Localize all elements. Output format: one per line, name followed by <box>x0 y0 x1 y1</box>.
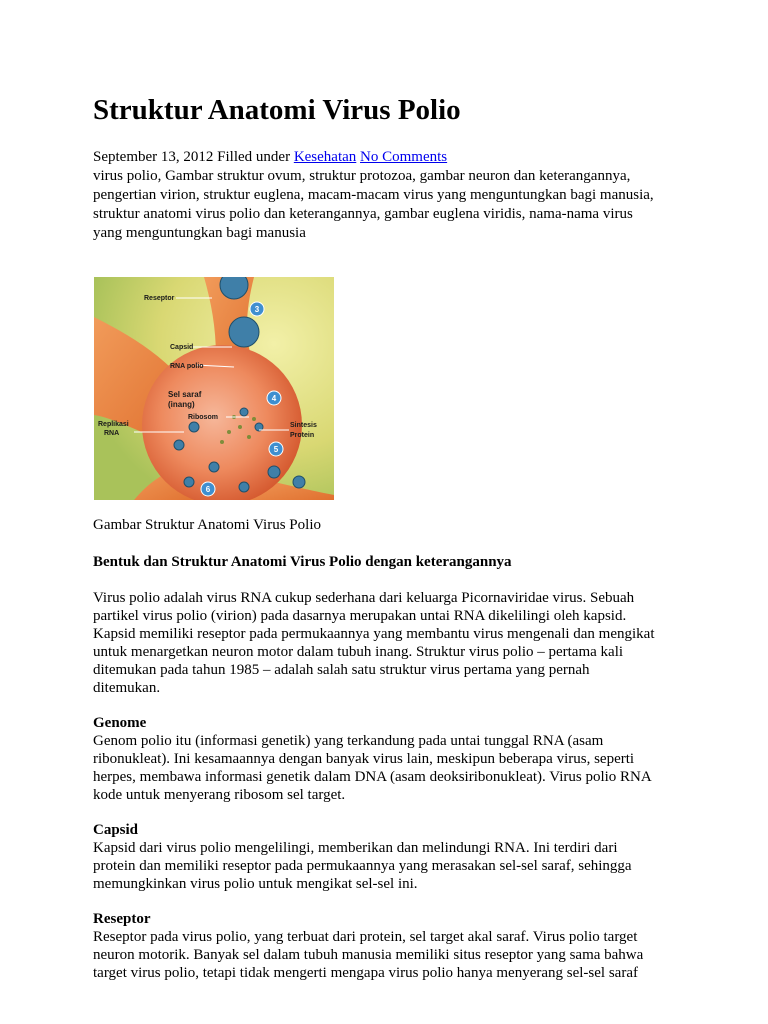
label-sel-saraf: Sel saraf <box>168 390 202 399</box>
capsid-line: Kapsid dari virus polio mengelilingi, memberikan dan melindungi RNA. Ini terdiri dari <box>93 840 618 856</box>
label-ribosom: Ribosom <box>188 414 218 421</box>
post-meta <box>93 148 447 167</box>
capsid-heading: Capsid <box>93 822 139 838</box>
step-4: 4 <box>271 394 277 403</box>
genome-line: kode untuk menyerang ribosom sel target. <box>93 787 346 803</box>
polio-structure-figure <box>94 277 334 500</box>
receptor-line: Reseptor pada virus polio, yang terbuat dari protein, sel target akal saraf. Virus polio target <box>93 929 638 945</box>
label-inang: (inang) <box>168 400 195 409</box>
genome-line: Genom polio itu (informasi genetik) yang terkandung pada untai tunggal RNA (asam <box>93 733 604 749</box>
intro-paragraph <box>93 589 683 697</box>
genome-line: ribonukleat). Ini kesamaannya dengan banyak virus lain, meskipun beberapa virus, seperti <box>93 751 635 767</box>
receptor-line: target virus polio, tetapi tidak mengerti mengapa virus polio hanya menyerang sel-sel saraf <box>93 965 638 981</box>
figure-caption: Gambar Struktur Anatomi Virus Polio <box>93 517 321 533</box>
step-6: 6 <box>205 485 211 494</box>
capsid-line: protein dan memiliki reseptor pada permukaannya yang merasakan sel-sel saraf, sehingga <box>93 858 632 874</box>
step-5: 5 <box>273 445 279 454</box>
intro-line: Virus polio adalah virus RNA cukup sederhana dari keluarga Picornaviridae virus. Sebuah <box>93 590 635 606</box>
intro-line: untuk menargetkan neuron motor dalam tubuh inang. Struktur virus polio – pertama kali <box>93 644 624 660</box>
label-protein: Protein <box>290 432 315 439</box>
receptor-heading: Reseptor <box>93 911 151 927</box>
genome-paragraph <box>93 732 683 804</box>
category-link[interactable]: Kesehatan <box>293 149 357 165</box>
label-capsid: Capsid <box>170 344 194 351</box>
receptor-line: neuron motorik. Banyak sel dalam tubuh manusia memiliki situs reseptor yang sama bahwa <box>93 947 644 963</box>
label-rna-polio: RNA polio <box>170 363 204 370</box>
tags-line: struktur anatomi virus polio dan keterangannya, gambar euglena viridis, nama-nama virus <box>93 206 633 222</box>
intro-line: ditemukan. <box>93 680 161 696</box>
filed-under-label: Filled under <box>217 149 291 165</box>
step-3: 3 <box>254 305 260 314</box>
capsid-line: memungkinkan virus polio untuk mengikat sel-sel ini. <box>93 876 418 892</box>
tags-text <box>93 167 683 243</box>
post-date: September 13, 2012 <box>93 149 214 165</box>
receptor-paragraph <box>93 928 683 982</box>
polio-diagram <box>94 277 334 500</box>
tags-line: virus polio, Gambar struktur ovum, struktur protozoa, gambar neuron dan keterangannya, <box>93 168 631 184</box>
section-subtitle: Bentuk dan Struktur Anatomi Virus Polio dengan keterangannya <box>93 554 512 570</box>
intro-line: Kapsid memiliki reseptor pada permukaannya yang membantu virus mengenali dan mengikat <box>93 626 655 642</box>
tags-line: pengertian virion, struktur euglena, macam-macam virus yang menguntungkan bagi manusia, <box>93 187 654 203</box>
genome-line: herpes, membawa informasi genetik dalam DNA (asam deoksiribonukleat). Virus polio RNA <box>93 769 652 785</box>
comments-link[interactable]: No Comments <box>360 149 448 165</box>
label-sintesis: Sintesis <box>290 422 317 429</box>
capsid-paragraph <box>93 839 683 893</box>
page-title: Struktur Anatomi Virus Polio <box>93 94 461 126</box>
intro-line: ditemukan pada tahun 1985 – adalah salah satu struktur virus pertama yang pernah <box>93 662 590 678</box>
label-replikasi: Replikasi <box>98 421 129 428</box>
label-replikasi-rna: RNA <box>104 430 120 437</box>
genome-heading: Genome <box>93 715 147 731</box>
tags-line: yang menguntungkan bagi manusia <box>93 225 306 241</box>
intro-line: partikel virus polio (virion) pada dasarnya merupakan untai RNA dikelilingi oleh kapsid. <box>93 608 627 624</box>
label-reseptor: Reseptor <box>144 295 175 302</box>
